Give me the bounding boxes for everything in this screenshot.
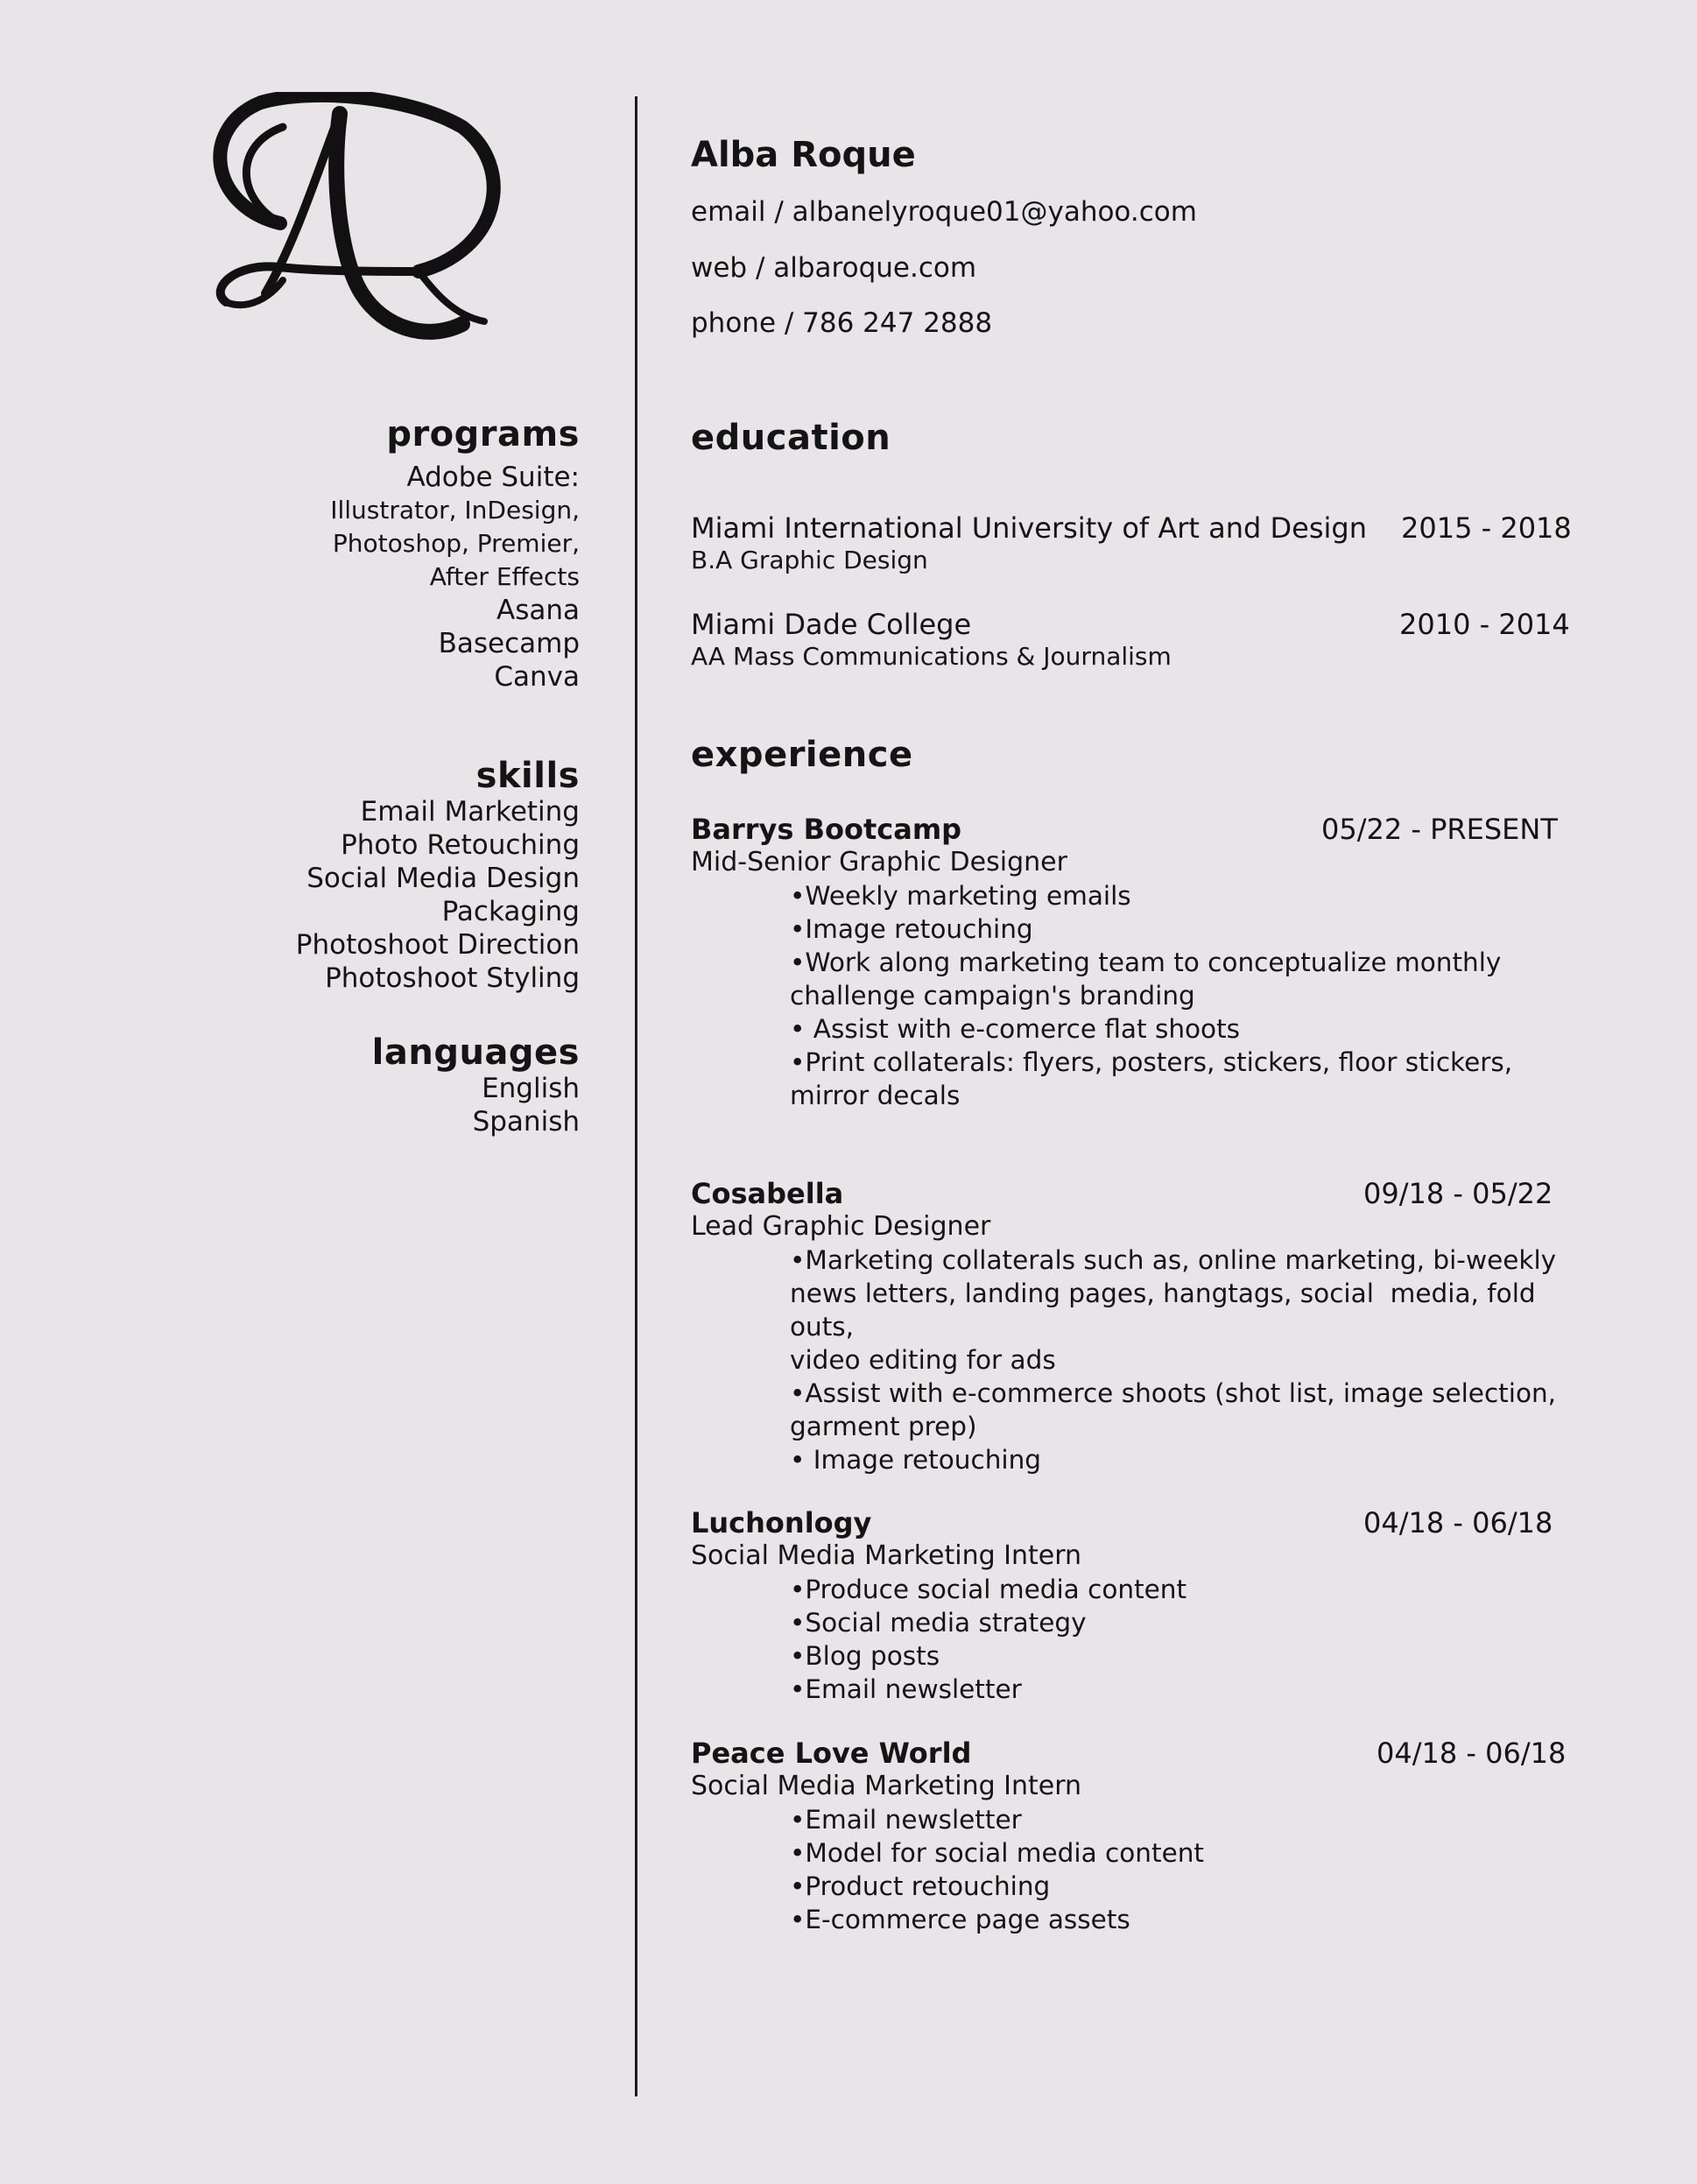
job-bullets xyxy=(790,1243,1584,1476)
program-item: Illustrator, InDesign, xyxy=(330,496,580,525)
job-entry xyxy=(691,1177,1584,1476)
bullet-item: •Assist with e-commerce shoots (shot list, image selection, xyxy=(790,1378,1557,1408)
school-name: Miami Dade College xyxy=(691,608,972,641)
company-name: Barrys Bootcamp xyxy=(691,813,962,846)
skill-item: Social Media Design xyxy=(306,863,580,894)
bullet-item: • Assist with e-comerce flat shoots xyxy=(790,1014,1241,1044)
job-role: Social Media Marketing Intern xyxy=(691,1540,1082,1571)
languages-list xyxy=(372,1072,580,1138)
education-dates: 2015 - 2018 xyxy=(1401,511,1572,545)
job-dates: 04/18 - 06/18 xyxy=(1363,1506,1553,1539)
program-item: Asana xyxy=(496,595,580,626)
email-line[interactable]: email / albanelyroque01@yahoo.com xyxy=(691,196,1197,228)
skill-item: Photo Retouching xyxy=(341,829,580,861)
language-item: Spanish xyxy=(472,1106,580,1138)
job-entry xyxy=(691,1506,1584,1706)
bullet-item: video editing for ads xyxy=(790,1345,1056,1375)
skills-list xyxy=(296,795,580,995)
skills-section xyxy=(296,757,580,995)
job-role: Lead Graphic Designer xyxy=(691,1211,991,1242)
education-entry xyxy=(691,608,1570,673)
bullet-item: •Email newsletter xyxy=(790,1674,1022,1704)
education-entry xyxy=(691,511,1572,576)
bullet-item: •Product retouching xyxy=(790,1871,1051,1901)
skill-item: Packaging xyxy=(441,896,580,927)
education-heading: education xyxy=(691,418,891,458)
skill-item: Photoshoot Styling xyxy=(325,962,580,994)
candidate-name: Alba Roque xyxy=(691,135,916,175)
bullet-item: •Produce social media content xyxy=(790,1575,1187,1604)
job-bullets xyxy=(790,879,1584,1112)
education-dates: 2010 - 2014 xyxy=(1399,608,1570,641)
programs-heading: programs xyxy=(386,414,580,454)
bullet-item: garment prep) xyxy=(790,1412,977,1441)
school-name: Miami International University of Art and Design xyxy=(691,511,1367,545)
bullet-item: mirror decals xyxy=(790,1081,961,1110)
bullet-item: •Model for social media content xyxy=(790,1838,1204,1868)
ar-monogram-logo xyxy=(200,92,502,346)
company-name: Peace Love World xyxy=(691,1737,972,1770)
language-item: English xyxy=(482,1073,580,1104)
company-name: Luchonlogy xyxy=(691,1506,872,1539)
programs-list xyxy=(330,461,580,694)
job-role: Mid-Senior Graphic Designer xyxy=(691,847,1067,877)
languages-section xyxy=(372,1033,580,1138)
experience-heading: experience xyxy=(691,735,913,775)
program-item: Photoshop, Premier, xyxy=(332,529,580,558)
bullet-item: •Work along marketing team to conceptualize monthly xyxy=(790,948,1502,977)
bullet-item: •Blog posts xyxy=(790,1641,940,1671)
degree: B.A Graphic Design xyxy=(691,546,928,574)
bullet-item: •Print collaterals: flyers, posters, stickers, floor stickers, xyxy=(790,1047,1513,1077)
bullet-item: •Email newsletter xyxy=(790,1805,1022,1835)
skill-item: Email Marketing xyxy=(360,796,580,828)
job-bullets xyxy=(790,1573,1584,1706)
bullet-item: challenge campaign's branding xyxy=(790,981,1195,1011)
column-divider xyxy=(635,96,637,2096)
skill-item: Photoshoot Direction xyxy=(295,929,580,961)
program-item: Basecamp xyxy=(438,628,580,659)
web-line[interactable]: web / albaroque.com xyxy=(691,252,977,284)
job-dates: 04/18 - 06/18 xyxy=(1377,1737,1567,1770)
company-name: Cosabella xyxy=(691,1177,844,1210)
job-entry xyxy=(691,1737,1584,1936)
job-entry xyxy=(691,813,1584,1112)
bullet-item: •Weekly marketing emails xyxy=(790,881,1131,911)
bullet-item: •Marketing collaterals such as, online marketing, bi-weekly xyxy=(790,1245,1557,1275)
job-dates: 05/22 - PRESENT xyxy=(1321,813,1558,846)
skills-heading: skills xyxy=(475,756,580,796)
program-item: After Effects xyxy=(429,562,580,591)
bullet-item: •Image retouching xyxy=(790,914,1033,944)
phone-line: phone / 786 247 2888 xyxy=(691,307,993,339)
bullet-item: news letters, landing pages, hangtags, social media, fold outs, xyxy=(790,1279,1545,1342)
bullet-item: •E-commerce page assets xyxy=(790,1905,1130,1934)
job-dates: 09/18 - 05/22 xyxy=(1363,1177,1553,1210)
program-item: Canva xyxy=(494,661,580,693)
job-role: Social Media Marketing Intern xyxy=(691,1771,1082,1801)
programs-section xyxy=(330,415,580,694)
bullet-item: •Social media strategy xyxy=(790,1608,1087,1638)
program-item: Adobe Suite: xyxy=(406,461,580,493)
contact-header xyxy=(691,135,1197,339)
degree: AA Mass Communications & Journalism xyxy=(691,642,1172,671)
languages-heading: languages xyxy=(371,1032,580,1073)
bullet-item: • Image retouching xyxy=(790,1445,1042,1475)
job-bullets xyxy=(790,1803,1584,1936)
